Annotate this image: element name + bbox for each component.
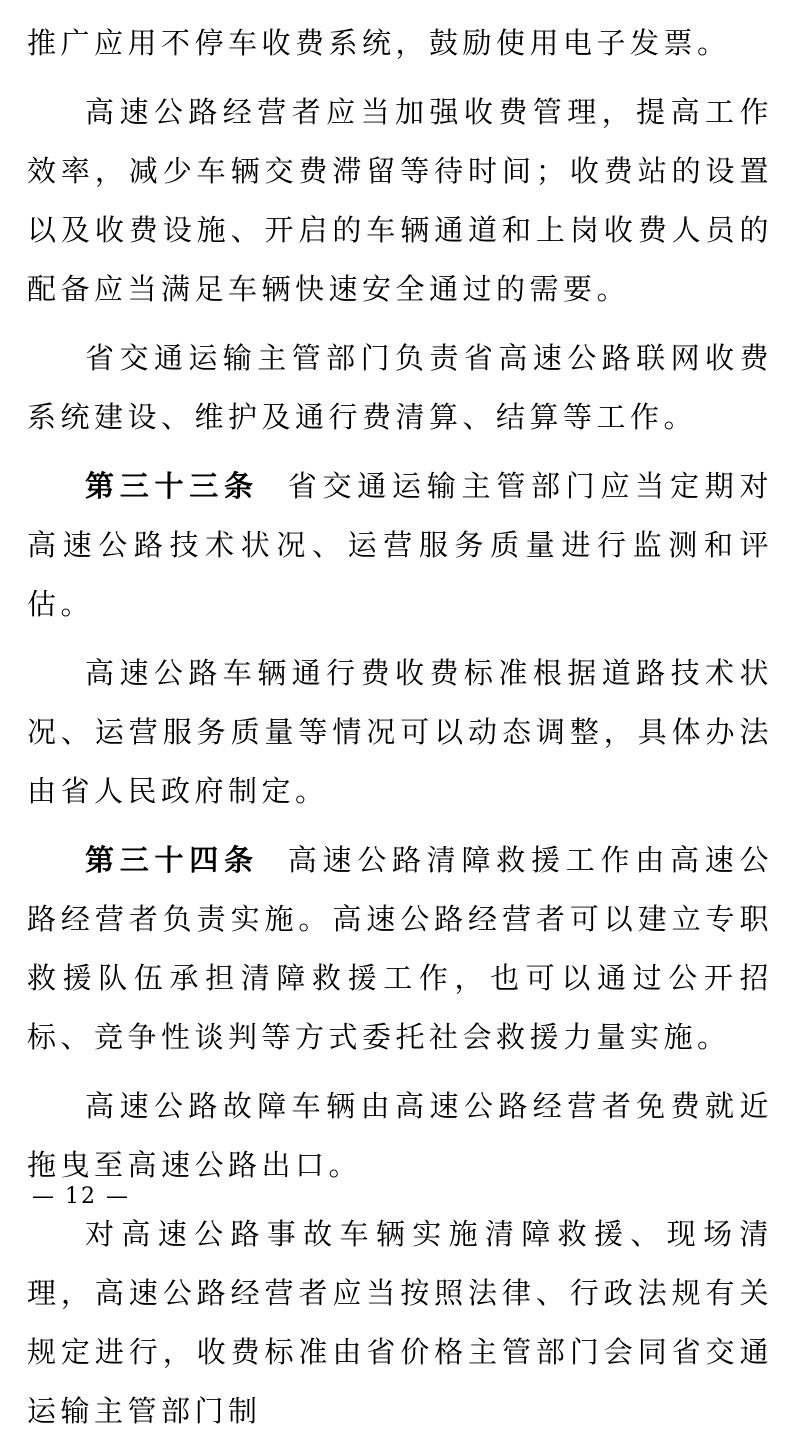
paragraph-text: 高速公路清障救援工作由高速公路经营者负责实施。高速公路经营者可以建立专职救援队伍承担清障救援工作，也可以通过公开招标、竞争性谈判等方式委托社会救援力量实施。 (27, 843, 773, 1054)
paragraph-7 (27, 1077, 773, 1195)
paragraph-text: 省交通运输主管部门应当定期对高速公路技术状况、运营服务质量进行监测和评估。 (27, 469, 773, 621)
article-33 (27, 457, 773, 634)
paragraph-1 (27, 14, 773, 73)
page-number: — 12 — (32, 1184, 130, 1209)
paragraph-text: 省交通运输主管部门负责省高速公路联网收费系统建设、维护及通行费清算、结算等工作。 (27, 341, 773, 434)
document-page (27, 14, 773, 1451)
paragraph-text: 高速公路故障车辆由高速公路经营者免费就近拖曳至高速公路出口。 (27, 1089, 773, 1182)
article-34 (27, 831, 773, 1067)
paragraph-2 (27, 83, 773, 319)
article-number: 第三十四条 (85, 843, 259, 877)
article-number: 第三十三条 (85, 469, 259, 503)
paragraph-5 (27, 644, 773, 821)
paragraph-3 (27, 329, 773, 447)
paragraph-text: 高速公路车辆通行费收费标准根据道路技术状况、运营服务质量等情况可以动态调整，具体办法由省人民政府制定。 (27, 656, 773, 808)
paragraph-text: 高速公路经营者应当加强收费管理，提高工作效率，减少车辆交费滞留等待时间；收费站的设置以及收费设施、开启的车辆通道和上岗收费人员的配备应当满足车辆快速安全通过的需要。 (27, 95, 773, 306)
paragraph-text: 对高速公路事故车辆实施清障救援、现场清理，高速公路经营者应当按照法律、行政法规有关规定进行，收费标准由省价格主管部门会同省交通运输主管部门制 (27, 1217, 773, 1428)
paragraph-8 (27, 1205, 773, 1441)
paragraph-text: 推广应用不停车收费系统，鼓励使用电子发票。 (27, 26, 731, 60)
